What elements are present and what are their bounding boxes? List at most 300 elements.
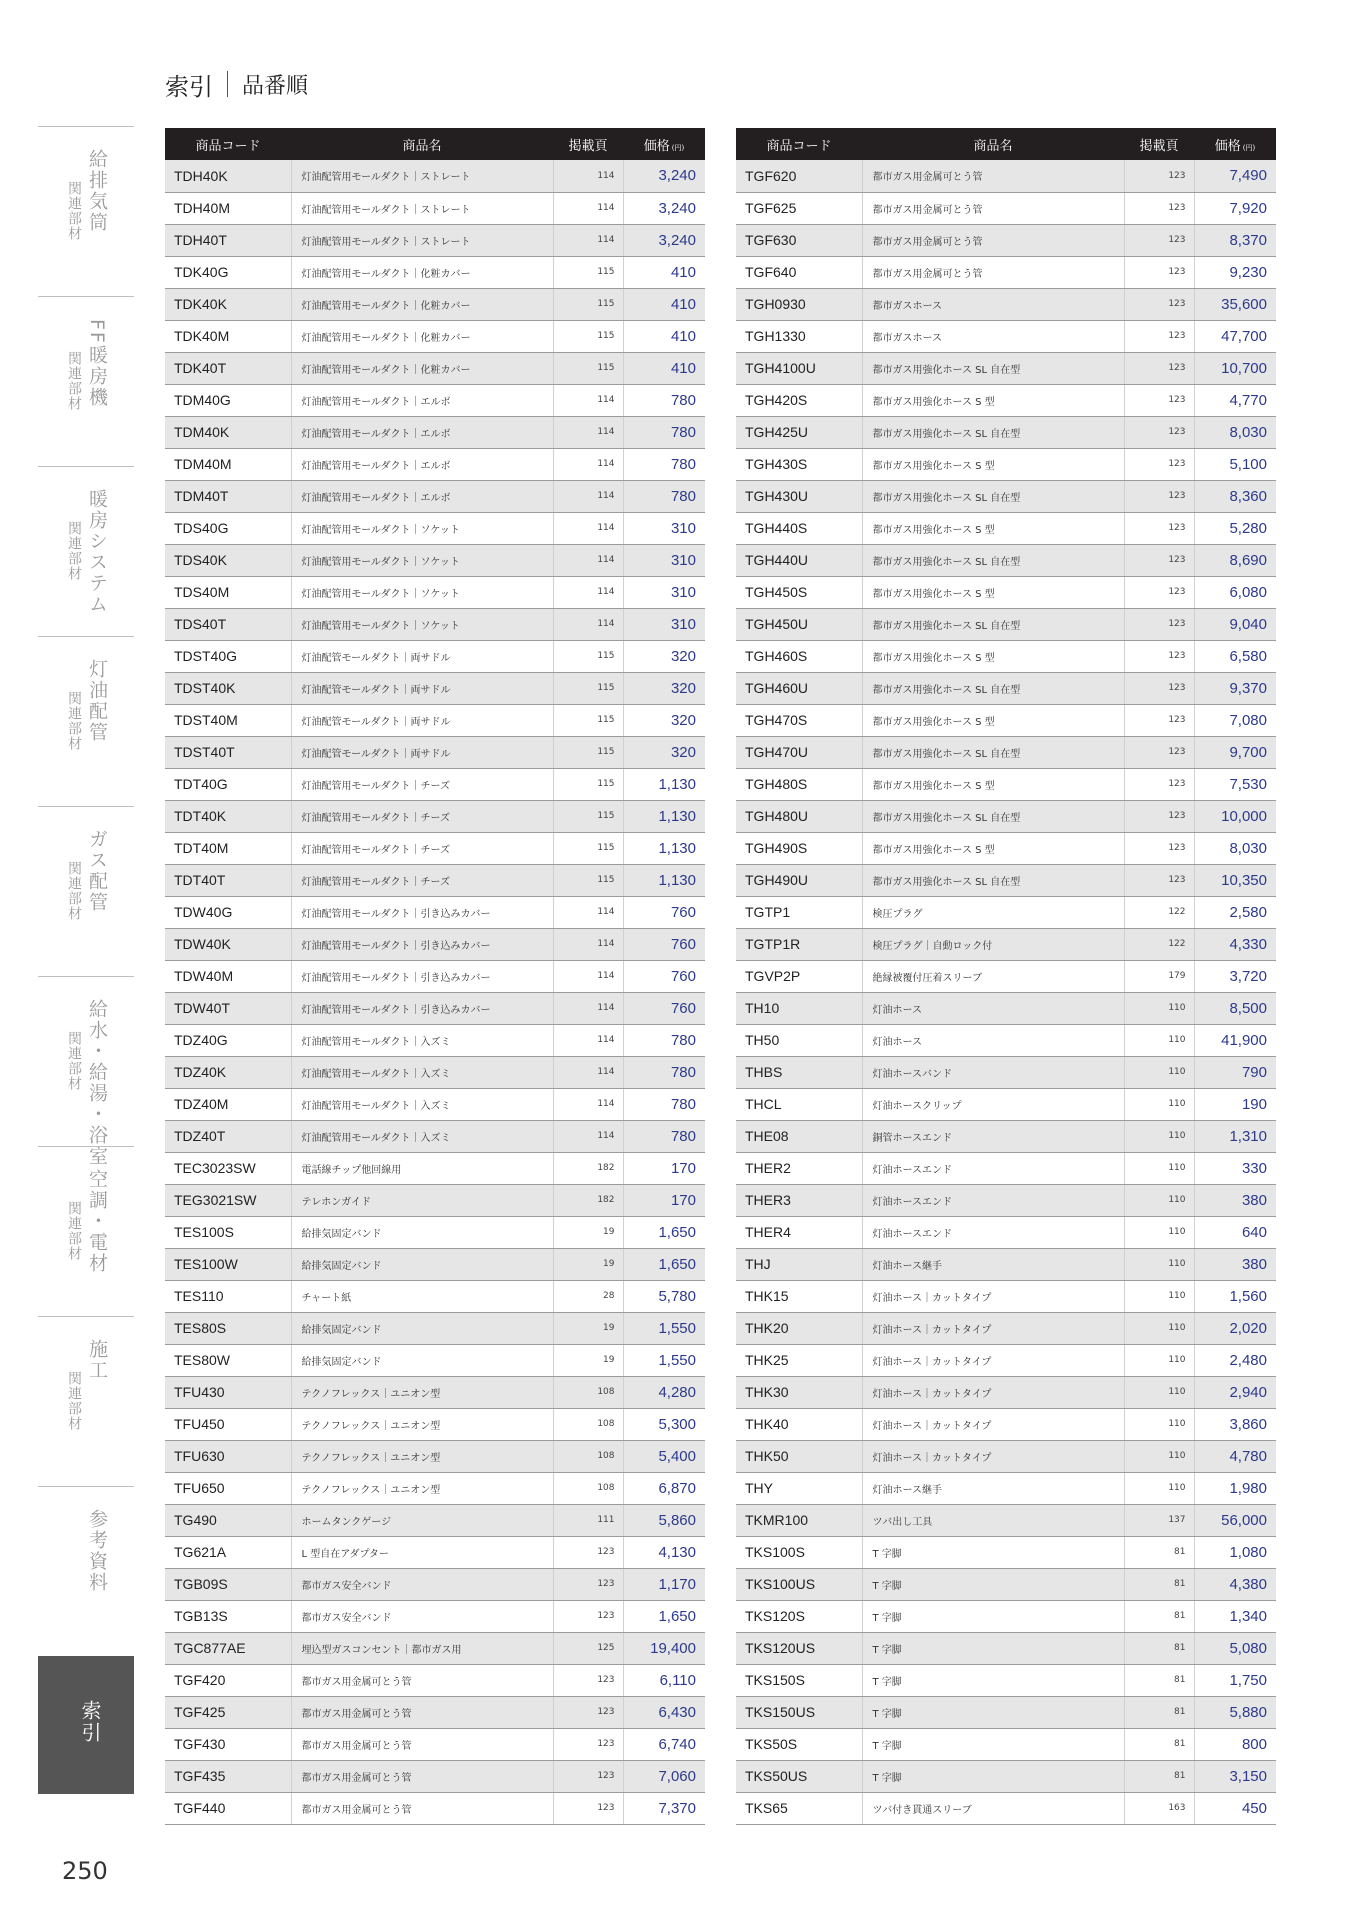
product-code: TKS100S xyxy=(736,1536,862,1568)
sidebar-item-6[interactable] xyxy=(38,1146,134,1316)
price: 780 xyxy=(623,480,705,512)
product-code: TDK40M xyxy=(165,320,291,352)
product-name: 灯油配管用モールダクト｜ソケット xyxy=(291,544,553,576)
price: 1,080 xyxy=(1194,1536,1276,1568)
product-code: TFU650 xyxy=(165,1472,291,1504)
index-table-right xyxy=(736,128,1276,1825)
product-code: TGH430S xyxy=(736,448,862,480)
product-code: TGF620 xyxy=(736,160,862,192)
price: 780 xyxy=(623,1024,705,1056)
product-name: 都市ガス用強化ホース S 型 xyxy=(862,704,1124,736)
product-name: T 字脚 xyxy=(862,1568,1124,1600)
product-name: 都市ガス用強化ホース S 型 xyxy=(862,832,1124,864)
sidebar-item-sublabel: 関連部材 xyxy=(66,861,82,921)
sidebar-item-5[interactable] xyxy=(38,976,134,1167)
product-name: 灯油ホースエンド xyxy=(862,1152,1124,1184)
price: 3,240 xyxy=(623,160,705,192)
catalog-page: 114 xyxy=(553,480,623,512)
price: 320 xyxy=(623,640,705,672)
sidebar-item-2[interactable] xyxy=(38,466,134,636)
catalog-page: 81 xyxy=(1124,1632,1194,1664)
product-name: 灯油配管用モールダクト｜チーズ xyxy=(291,832,553,864)
sidebar-item-sublabel: 関連部材 xyxy=(66,181,82,241)
product-code: TDZ40G xyxy=(165,1024,291,1056)
product-name: 灯油配管用モールダクト｜入ズミ xyxy=(291,1024,553,1056)
product-name: 灯油配管用モールダクト｜引き込みカバー xyxy=(291,928,553,960)
product-name: ツバ出し工具 xyxy=(862,1504,1124,1536)
table-row xyxy=(736,512,1276,544)
catalog-page: 111 xyxy=(553,1504,623,1536)
price: 1,550 xyxy=(623,1312,705,1344)
table-row xyxy=(165,704,705,736)
column-header-price xyxy=(1194,128,1276,160)
catalog-page: 114 xyxy=(553,576,623,608)
catalog-page: 115 xyxy=(553,320,623,352)
product-name: 灯油ホース｜カットタイプ xyxy=(862,1280,1124,1312)
product-code: TGH0930 xyxy=(736,288,862,320)
table-row xyxy=(165,832,705,864)
table-row xyxy=(736,1280,1276,1312)
product-name: 灯油配管用モールダクト｜化粧カバー xyxy=(291,288,553,320)
product-code: TGB13S xyxy=(165,1600,291,1632)
catalog-page: 123 xyxy=(553,1536,623,1568)
product-code: TDM40G xyxy=(165,384,291,416)
catalog-page: 122 xyxy=(1124,896,1194,928)
product-code: TGVP2P xyxy=(736,960,862,992)
product-name: 灯油配管用モールダクト｜入ズミ xyxy=(291,1120,553,1152)
catalog-page: 110 xyxy=(1124,1152,1194,1184)
catalog-page: 114 xyxy=(553,992,623,1024)
catalog-page: 123 xyxy=(1124,160,1194,192)
product-code: TGH480S xyxy=(736,768,862,800)
product-name: ツバ付き貫通スリーブ xyxy=(862,1792,1124,1824)
product-code: TKS100US xyxy=(736,1568,862,1600)
catalog-page: 110 xyxy=(1124,1344,1194,1376)
price: 1,130 xyxy=(623,800,705,832)
sidebar-item-label: 索引 xyxy=(78,1700,102,1744)
table-row xyxy=(165,1056,705,1088)
product-code: TGH460S xyxy=(736,640,862,672)
price: 410 xyxy=(623,288,705,320)
product-name: T 字脚 xyxy=(862,1600,1124,1632)
price: 2,480 xyxy=(1194,1344,1276,1376)
price: 1,750 xyxy=(1194,1664,1276,1696)
price: 310 xyxy=(623,576,705,608)
sidebar-item-sublabel: 関連部材 xyxy=(66,1371,82,1431)
table-row xyxy=(736,1536,1276,1568)
catalog-page: 123 xyxy=(1124,256,1194,288)
product-code: TGF625 xyxy=(736,192,862,224)
price: 2,020 xyxy=(1194,1312,1276,1344)
catalog-page: 81 xyxy=(1124,1728,1194,1760)
table-row xyxy=(165,864,705,896)
price: 310 xyxy=(623,512,705,544)
product-code: TGH450S xyxy=(736,576,862,608)
product-code: TKS120US xyxy=(736,1632,862,1664)
product-code: TDH40K xyxy=(165,160,291,192)
product-code: THBS xyxy=(736,1056,862,1088)
table-header-row xyxy=(165,128,705,160)
price-unit: (円) xyxy=(671,143,685,152)
table-row xyxy=(165,1536,705,1568)
table-row xyxy=(736,1792,1276,1824)
product-code: THE08 xyxy=(736,1120,862,1152)
catalog-page: 115 xyxy=(553,672,623,704)
table-row xyxy=(165,1120,705,1152)
catalog-page: 110 xyxy=(1124,1408,1194,1440)
catalog-page: 123 xyxy=(1124,576,1194,608)
product-code: THER4 xyxy=(736,1216,862,1248)
product-name: 都市ガス用強化ホース SL 自在型 xyxy=(862,352,1124,384)
table-row xyxy=(736,1632,1276,1664)
table-row xyxy=(736,1344,1276,1376)
product-name: 都市ガス用強化ホース SL 自在型 xyxy=(862,736,1124,768)
price: 1,650 xyxy=(623,1216,705,1248)
price: 10,700 xyxy=(1194,352,1276,384)
product-name: 灯油配管用モールダクト｜ストレート xyxy=(291,160,553,192)
price: 2,940 xyxy=(1194,1376,1276,1408)
product-code: TFU630 xyxy=(165,1440,291,1472)
table-row xyxy=(736,1248,1276,1280)
product-name: 都市ガス安全バンド xyxy=(291,1568,553,1600)
catalog-page: 179 xyxy=(1124,960,1194,992)
product-name: 都市ガス用金属可とう管 xyxy=(291,1664,553,1696)
table-row xyxy=(736,704,1276,736)
product-name: 都市ガス用強化ホース SL 自在型 xyxy=(862,480,1124,512)
product-code: TKS150US xyxy=(736,1696,862,1728)
catalog-page: 123 xyxy=(1124,480,1194,512)
price: 310 xyxy=(623,544,705,576)
sidebar-item-sublabel: 関連部材 xyxy=(66,521,82,581)
page-title: 索引 xyxy=(165,72,213,101)
table-row xyxy=(165,192,705,224)
product-code: TGF630 xyxy=(736,224,862,256)
table-row xyxy=(736,608,1276,640)
table-row xyxy=(165,416,705,448)
product-code: TGH4100U xyxy=(736,352,862,384)
catalog-page: 110 xyxy=(1124,1024,1194,1056)
product-code: TFU430 xyxy=(165,1376,291,1408)
product-name: 都市ガス用強化ホース S 型 xyxy=(862,576,1124,608)
table-row xyxy=(165,1504,705,1536)
catalog-page: 123 xyxy=(1124,640,1194,672)
product-code: TDST40T xyxy=(165,736,291,768)
table-row xyxy=(165,1248,705,1280)
price: 320 xyxy=(623,736,705,768)
catalog-page: 110 xyxy=(1124,1376,1194,1408)
product-name: 灯油配管用モールダクト｜エルボ xyxy=(291,448,553,480)
product-name: チャート紙 xyxy=(291,1280,553,1312)
table-row xyxy=(165,384,705,416)
price: 5,280 xyxy=(1194,512,1276,544)
product-name: 灯油ホース｜カットタイプ xyxy=(862,1376,1124,1408)
product-code: TGH420S xyxy=(736,384,862,416)
table-row xyxy=(165,1408,705,1440)
price: 7,060 xyxy=(623,1760,705,1792)
price: 4,770 xyxy=(1194,384,1276,416)
product-code: TDK40G xyxy=(165,256,291,288)
product-code: TEG3021SW xyxy=(165,1184,291,1216)
product-name: 灯油配管用モールダクト｜ストレート xyxy=(291,192,553,224)
sidebar-item-label: 給排気筒 xyxy=(86,149,108,233)
product-code: TDH40T xyxy=(165,224,291,256)
product-code: TES110 xyxy=(165,1280,291,1312)
product-name: 都市ガス用金属可とう管 xyxy=(862,224,1124,256)
price: 3,860 xyxy=(1194,1408,1276,1440)
price: 320 xyxy=(623,704,705,736)
product-code: TGC877AE xyxy=(165,1632,291,1664)
product-code: TES100S xyxy=(165,1216,291,1248)
catalog-page: 81 xyxy=(1124,1696,1194,1728)
product-code: TGF425 xyxy=(165,1696,291,1728)
product-name: テクノフレックス｜ユニオン型 xyxy=(291,1408,553,1440)
product-name: 灯油配管用モールダクト｜引き込みカバー xyxy=(291,992,553,1024)
table-row xyxy=(736,1056,1276,1088)
price: 3,240 xyxy=(623,224,705,256)
product-code: TDS40T xyxy=(165,608,291,640)
product-name: 灯油配管用モールダクト｜化粧カバー xyxy=(291,352,553,384)
table-row xyxy=(736,448,1276,480)
table-row xyxy=(165,352,705,384)
catalog-page: 110 xyxy=(1124,1088,1194,1120)
product-code: TGH460U xyxy=(736,672,862,704)
price: 6,430 xyxy=(623,1696,705,1728)
sidebar-item-label: 灯油配管 xyxy=(86,659,108,743)
price: 410 xyxy=(623,256,705,288)
price: 780 xyxy=(623,1056,705,1088)
price: 310 xyxy=(623,608,705,640)
product-name: 灯油ホース継手 xyxy=(862,1248,1124,1280)
catalog-page: 123 xyxy=(553,1568,623,1600)
product-name: 灯油配管用モールダクト｜ソケット xyxy=(291,608,553,640)
product-code: TDM40T xyxy=(165,480,291,512)
product-name: 都市ガス用強化ホース SL 自在型 xyxy=(862,608,1124,640)
catalog-page: 123 xyxy=(553,1696,623,1728)
table-body-left xyxy=(165,160,705,1824)
product-name: 給排気固定バンド xyxy=(291,1216,553,1248)
product-code: TG490 xyxy=(165,1504,291,1536)
price: 780 xyxy=(623,416,705,448)
product-name: 検圧プラグ｜自動ロック付 xyxy=(862,928,1124,960)
table-row xyxy=(736,1120,1276,1152)
price: 6,580 xyxy=(1194,640,1276,672)
product-code: THER2 xyxy=(736,1152,862,1184)
product-code: TDZ40K xyxy=(165,1056,291,1088)
catalog-page: 114 xyxy=(553,928,623,960)
product-code: TGF420 xyxy=(165,1664,291,1696)
table-row xyxy=(736,1728,1276,1760)
price: 1,170 xyxy=(623,1568,705,1600)
table-row xyxy=(165,1696,705,1728)
column-header-page: 掲載頁 xyxy=(553,128,623,160)
table-row xyxy=(736,256,1276,288)
table-row xyxy=(736,1088,1276,1120)
price: 1,130 xyxy=(623,864,705,896)
product-name: 都市ガス用金属可とう管 xyxy=(291,1792,553,1824)
product-name: 都市ガス用金属可とう管 xyxy=(862,160,1124,192)
price: 41,900 xyxy=(1194,1024,1276,1056)
product-name: 都市ガス用強化ホース SL 自在型 xyxy=(862,544,1124,576)
table-row xyxy=(165,1664,705,1696)
price: 1,340 xyxy=(1194,1600,1276,1632)
catalog-page: 115 xyxy=(553,736,623,768)
price: 4,130 xyxy=(623,1536,705,1568)
product-name: 灯油ホースエンド xyxy=(862,1216,1124,1248)
catalog-page: 182 xyxy=(553,1184,623,1216)
product-name: T 字脚 xyxy=(862,1664,1124,1696)
column-header-code: 商品コード xyxy=(736,128,862,160)
price: 780 xyxy=(623,384,705,416)
price: 1,130 xyxy=(623,768,705,800)
catalog-page: 110 xyxy=(1124,1312,1194,1344)
table-row xyxy=(165,768,705,800)
product-code: TDS40G xyxy=(165,512,291,544)
price: 380 xyxy=(1194,1184,1276,1216)
table-row xyxy=(165,256,705,288)
product-code: THK20 xyxy=(736,1312,862,1344)
catalog-page: 110 xyxy=(1124,1280,1194,1312)
table-row xyxy=(165,480,705,512)
product-code: TDW40M xyxy=(165,960,291,992)
catalog-page: 163 xyxy=(1124,1792,1194,1824)
table-row xyxy=(165,1152,705,1184)
sidebar-item-1[interactable] xyxy=(38,296,134,466)
section-sidebar xyxy=(38,126,134,1794)
product-code: TDT40G xyxy=(165,768,291,800)
price: 1,550 xyxy=(623,1344,705,1376)
price: 780 xyxy=(623,1120,705,1152)
product-code: TKS120S xyxy=(736,1600,862,1632)
table-row xyxy=(165,1472,705,1504)
table-row xyxy=(736,1760,1276,1792)
table-row xyxy=(736,544,1276,576)
table-row xyxy=(736,1024,1276,1056)
catalog-page: 81 xyxy=(1124,1536,1194,1568)
product-name: 都市ガスホース xyxy=(862,288,1124,320)
price: 8,030 xyxy=(1194,832,1276,864)
catalog-page: 81 xyxy=(1124,1568,1194,1600)
catalog-page: 123 xyxy=(553,1728,623,1760)
product-name: 灯油配管モールダクト｜両サドル xyxy=(291,672,553,704)
catalog-page: 81 xyxy=(1124,1664,1194,1696)
sidebar-item-3[interactable] xyxy=(38,636,134,806)
catalog-page: 19 xyxy=(553,1216,623,1248)
catalog-page: 115 xyxy=(553,704,623,736)
catalog-page: 19 xyxy=(553,1248,623,1280)
table-row xyxy=(165,608,705,640)
title-divider xyxy=(227,71,228,97)
product-code: TDST40K xyxy=(165,672,291,704)
product-name: ホームタンクゲージ xyxy=(291,1504,553,1536)
sidebar-item-sublabel: 関連部材 xyxy=(66,1031,82,1091)
table-row xyxy=(736,928,1276,960)
catalog-page: 114 xyxy=(553,160,623,192)
price: 6,080 xyxy=(1194,576,1276,608)
product-name: 灯油配管用モールダクト｜チーズ xyxy=(291,800,553,832)
product-name: 灯油配管用モールダクト｜入ズミ xyxy=(291,1088,553,1120)
price: 640 xyxy=(1194,1216,1276,1248)
product-code: TGH425U xyxy=(736,416,862,448)
price: 800 xyxy=(1194,1728,1276,1760)
price: 760 xyxy=(623,928,705,960)
product-code: TDS40M xyxy=(165,576,291,608)
sidebar-item-label: 給水・給湯・浴室 xyxy=(86,999,108,1167)
table-row xyxy=(165,736,705,768)
product-name: テクノフレックス｜ユニオン型 xyxy=(291,1376,553,1408)
price: 4,380 xyxy=(1194,1568,1276,1600)
catalog-page: 182 xyxy=(553,1152,623,1184)
page-header xyxy=(165,66,308,102)
sidebar-item-label: 暖房システム xyxy=(86,489,108,615)
product-code: TDW40K xyxy=(165,928,291,960)
product-name: 灯油ホース｜カットタイプ xyxy=(862,1408,1124,1440)
product-code: TDM40K xyxy=(165,416,291,448)
catalog-page: 114 xyxy=(553,1056,623,1088)
price: 790 xyxy=(1194,1056,1276,1088)
catalog-page: 123 xyxy=(1124,608,1194,640)
product-name: 灯油配管用モールダクト｜ストレート xyxy=(291,224,553,256)
product-code: TGF430 xyxy=(165,1728,291,1760)
product-code: TGF640 xyxy=(736,256,862,288)
product-name: 給排気固定バンド xyxy=(291,1344,553,1376)
sidebar-item-4[interactable] xyxy=(38,806,134,976)
table-row xyxy=(165,960,705,992)
table-row xyxy=(736,416,1276,448)
catalog-page: 123 xyxy=(553,1664,623,1696)
product-code: TKS150S xyxy=(736,1664,862,1696)
product-name: 都市ガス用強化ホース S 型 xyxy=(862,640,1124,672)
catalog-page: 19 xyxy=(553,1344,623,1376)
table-row xyxy=(165,1184,705,1216)
price: 3,720 xyxy=(1194,960,1276,992)
product-name: 灯油配管用モールダクト｜ソケット xyxy=(291,576,553,608)
catalog-page: 110 xyxy=(1124,1248,1194,1280)
product-code: TG621A xyxy=(165,1536,291,1568)
catalog-page: 114 xyxy=(553,1120,623,1152)
product-name: 灯油ホースクリップ xyxy=(862,1088,1124,1120)
table-row xyxy=(165,544,705,576)
catalog-page: 123 xyxy=(1124,736,1194,768)
product-code: TGF440 xyxy=(165,1792,291,1824)
catalog-page: 122 xyxy=(1124,928,1194,960)
catalog-page: 114 xyxy=(553,960,623,992)
product-name: テレホンガイド xyxy=(291,1184,553,1216)
sidebar-item-9[interactable] xyxy=(38,1656,134,1794)
table-row xyxy=(165,1600,705,1632)
table-row xyxy=(165,1312,705,1344)
table-row xyxy=(165,320,705,352)
table-row xyxy=(165,448,705,480)
product-name: 灯油配管用モールダクト｜チーズ xyxy=(291,768,553,800)
price: 47,700 xyxy=(1194,320,1276,352)
product-name: 都市ガス用金属可とう管 xyxy=(291,1728,553,1760)
product-code: TFU450 xyxy=(165,1408,291,1440)
catalog-page: 28 xyxy=(553,1280,623,1312)
product-name: 都市ガス用強化ホース S 型 xyxy=(862,512,1124,544)
sidebar-item-0[interactable] xyxy=(38,126,134,296)
sidebar-item-7[interactable] xyxy=(38,1316,134,1486)
catalog-page: 110 xyxy=(1124,992,1194,1024)
catalog-page: 114 xyxy=(553,1088,623,1120)
product-code: TGF435 xyxy=(165,1760,291,1792)
sidebar-item-8[interactable] xyxy=(38,1486,134,1656)
price: 5,860 xyxy=(623,1504,705,1536)
product-code: THJ xyxy=(736,1248,862,1280)
product-code: TDT40K xyxy=(165,800,291,832)
price: 1,650 xyxy=(623,1248,705,1280)
table-row xyxy=(165,1792,705,1824)
table-row xyxy=(736,192,1276,224)
